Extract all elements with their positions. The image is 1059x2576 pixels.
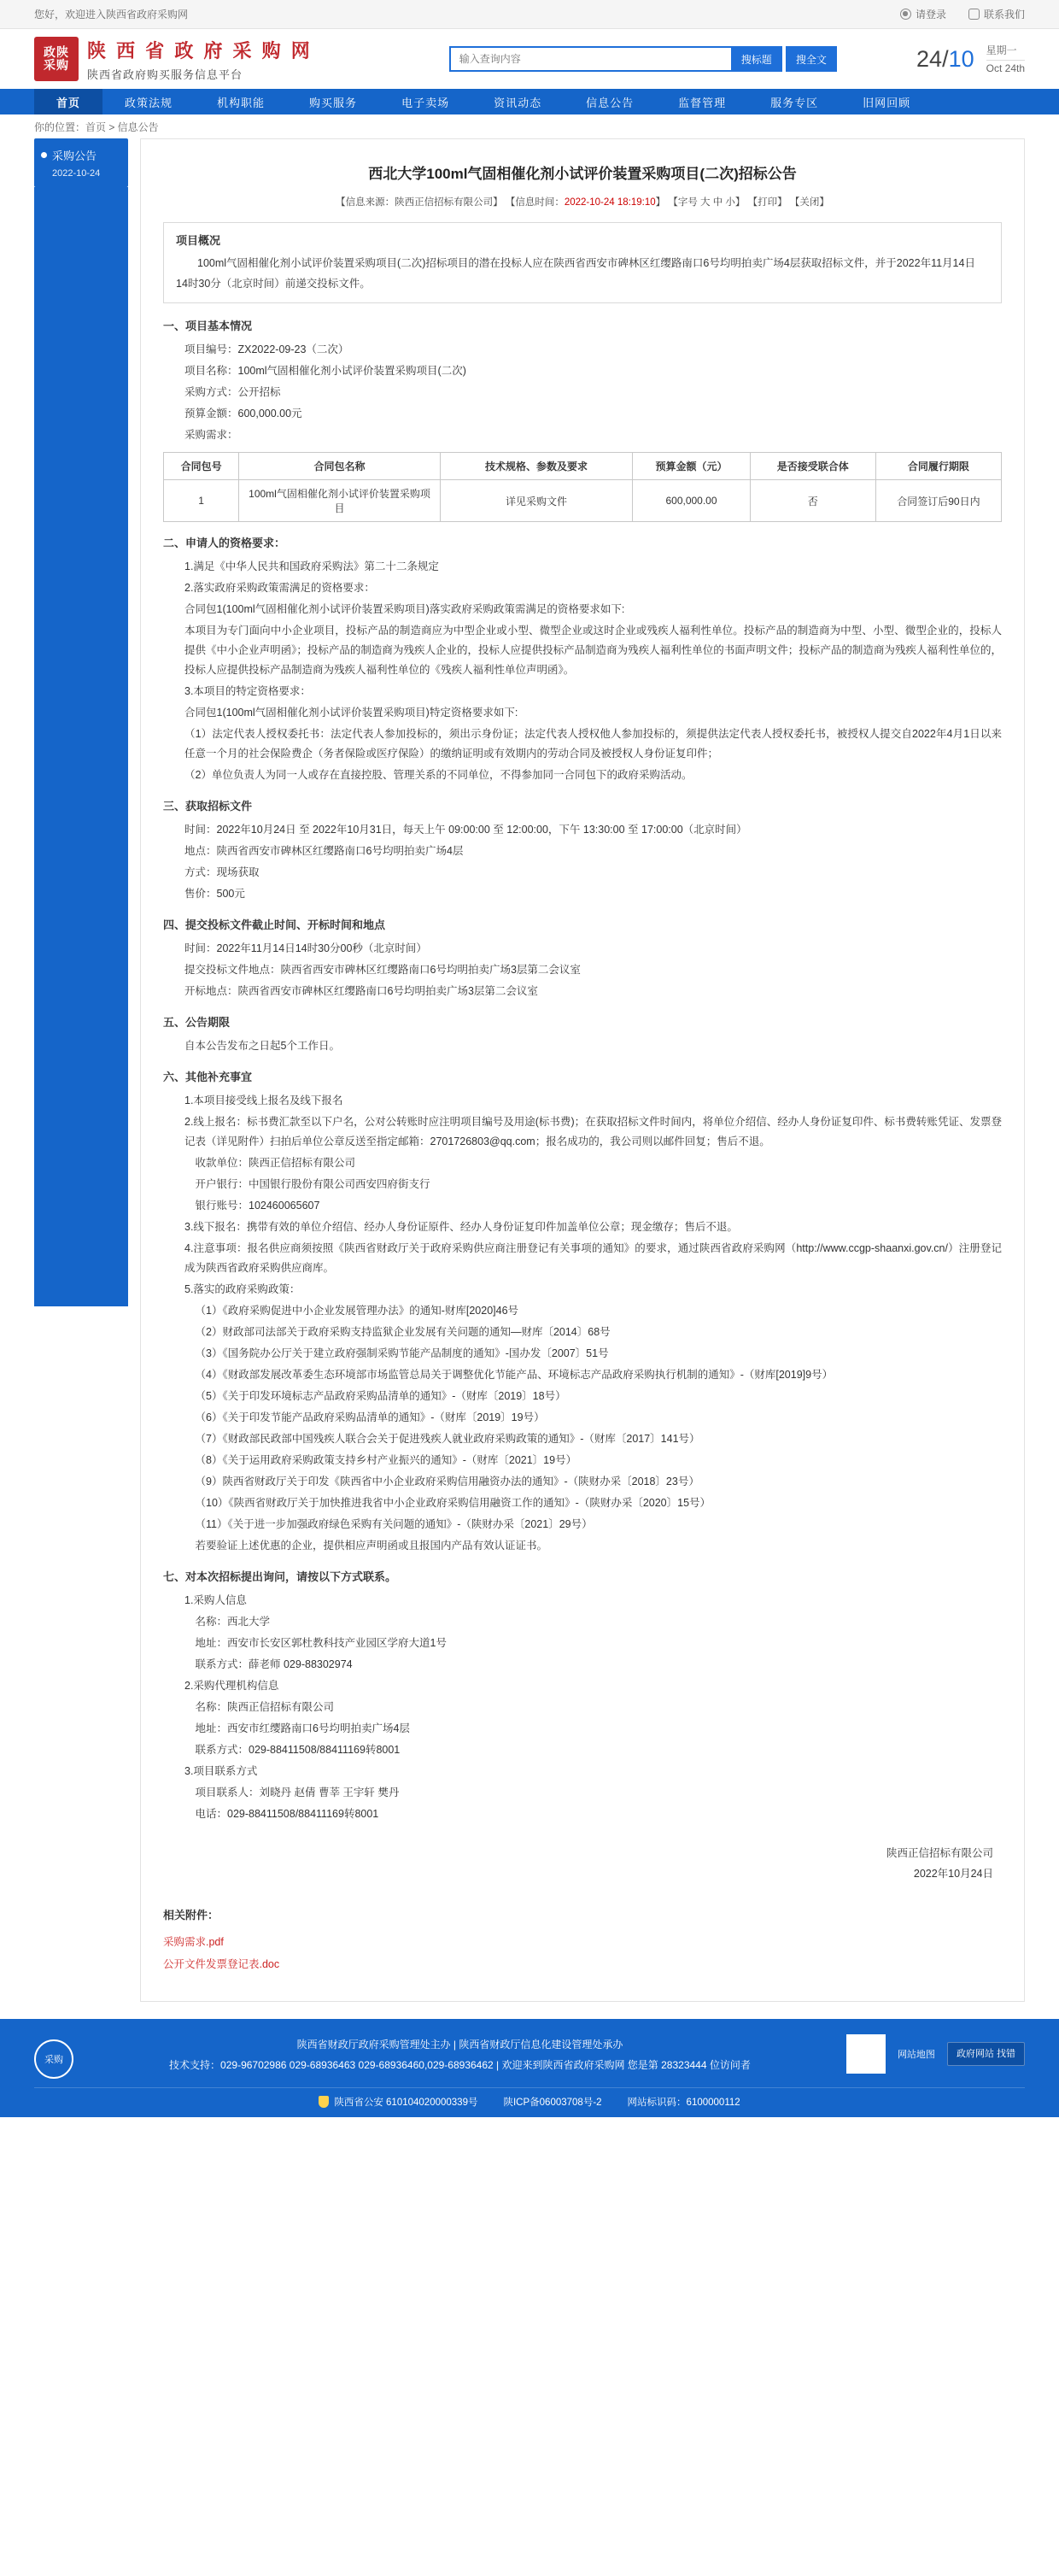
bid-deadline: 时间：2022年11月14日14时30分00秒（北京时间） <box>184 942 427 954</box>
nav-item-services[interactable]: 购买服务 <box>309 96 358 109</box>
sidebar-item-date: 2022-10-24 <box>52 168 101 179</box>
attachments-title: 相关附件： <box>163 1909 219 1922</box>
section-5-heading: 五、公告期限 <box>163 1016 231 1029</box>
nav-item-old-site[interactable]: 旧网回顾 <box>863 96 911 109</box>
other-line-5: 5.落实的政府采购政策： <box>184 1283 301 1295</box>
section-6-heading: 六、其他补充事宜 <box>163 1071 253 1083</box>
policy-item-11: （11）《关于进一步加强政府绿色采购有关问题的通知》-（陕财办采〔2021〕29号） <box>195 1518 593 1530</box>
contact-1-phone: 联系方式：薛老师 029-88302974 <box>195 1658 353 1670</box>
bullet-icon <box>41 152 47 158</box>
site-logo[interactable] <box>34 37 313 82</box>
article-meta <box>163 195 1002 208</box>
attachment-link-2[interactable]: 公开文件发票登记表.doc <box>163 1958 280 1970</box>
td-package-name: 100ml气固相催化剂小试评价装置采购项目 <box>239 480 440 522</box>
user-icon <box>900 9 911 20</box>
td-duration: 合同签订后90日内 <box>875 480 1001 522</box>
contact-2-name: 名称：陕西正信招标有限公司 <box>195 1701 335 1713</box>
nav-item-functions[interactable]: 机构职能 <box>217 96 266 109</box>
policy-item-7: （7）《财政部民政部中国残疾人联合会关于促进残疾人就业政府采购政策的通知》-（财库〔2017〕141号） <box>195 1433 700 1445</box>
qr-code-icon <box>846 2034 886 2074</box>
th-budget: 预算金额（元） <box>633 453 750 480</box>
police-shield-icon <box>319 2096 329 2108</box>
date-full: Oct 24th <box>986 62 1025 74</box>
nav-item-service-zone[interactable]: 服务专区 <box>770 96 819 109</box>
doc-time: 时间：2022年10月24日 至 2022年10月31日，每天上午 09:00:00 至 12:00:00，下午 13:30:00 至 17:00:00（北京时间） <box>184 824 747 836</box>
footer-seal-label: 采购 <box>44 2055 63 2065</box>
payee-account: 银行账号：102460065607 <box>195 1200 320 1212</box>
footer-line-2: 技术支持：029-96702986 029-68936463 029-68936460,029-68936462 | 欢迎来到陕西省政府采购网 您是第 28323444 位访问者 <box>169 2059 751 2071</box>
search-title-button[interactable]: 搜标题 <box>731 46 782 72</box>
section-7-heading: 七、对本次招标提出询问，请按以下方式联系。 <box>163 1570 397 1583</box>
nav-item-policy[interactable]: 政策法规 <box>125 96 173 109</box>
main-nav <box>0 89 1059 114</box>
contact-label: 联系我们 <box>983 9 1025 21</box>
police-record[interactable] <box>319 2095 477 2109</box>
overview-title: 项目概况 <box>176 234 221 247</box>
close-button[interactable]: 【关闭】 <box>789 197 829 208</box>
phone-icon <box>968 9 980 20</box>
procurement-method: 采购方式：公开招标 <box>184 386 281 398</box>
qualification-para-3: 合同包1(100ml气固相催化剂小试评价装置采购项目)特定资格要求如下: <box>184 707 518 719</box>
search-input[interactable] <box>449 46 731 72</box>
sidebar-item-announcement[interactable] <box>34 138 128 187</box>
site-header <box>0 29 1059 89</box>
site-id-label: 网站标识码：6100000112 <box>627 2098 740 2108</box>
logo-mark-line1: 政陕 <box>44 45 69 59</box>
contact-2-address: 地址：西安市红缨路南口6号均明拍卖广场4层 <box>195 1722 410 1734</box>
budget-amount: 预算金额：600,000.00元 <box>184 408 302 420</box>
site-id <box>628 2095 740 2109</box>
qualification-line-2: 2.落实政府采购政策需满足的资格要求： <box>184 582 375 594</box>
payee-bank: 开户银行：中国银行股份有限公司西安四府街支行 <box>195 1178 430 1190</box>
attachments-list <box>163 1931 1002 1975</box>
page-body <box>0 138 1059 2019</box>
sidebar-item-label: 采购公告 <box>52 150 97 162</box>
search-area <box>449 46 837 72</box>
table-row <box>164 480 1002 522</box>
payee-name: 收款单位：陕西正信招标有限公司 <box>195 1157 356 1169</box>
doc-method: 方式：现场获取 <box>184 866 260 878</box>
top-bar <box>0 0 1059 29</box>
th-package-no: 合同包号 <box>164 453 239 480</box>
policy-item-5: （5）《关于印发环境标志产品政府采购品清单的通知》-（财库〔2019〕18号） <box>195 1390 566 1402</box>
icp-record[interactable] <box>503 2095 601 2109</box>
contact-2-phone: 联系方式：029-88411508/88411169转8001 <box>195 1744 401 1756</box>
attachment-link-1[interactable]: 采购需求.pdf <box>163 1936 224 1948</box>
police-record-label: 陕西省公安 610104020000339号 <box>334 2098 478 2108</box>
greeting-text: 您好，欢迎进入陕西省政府采购网 <box>34 9 189 21</box>
doc-location: 地点：陕西省西安市碑林区红缨路南口6号均明拍卖广场4层 <box>184 845 464 857</box>
contact-3-title: 3.项目联系方式 <box>184 1765 258 1777</box>
contact-3-persons: 项目联系人：刘晓丹 赵倩 曹莘 王宇轩 樊丹 <box>195 1787 400 1799</box>
table-header-row <box>164 453 1002 480</box>
policy-item-8: （8）《关于运用政府采购政策支持乡村产业振兴的通知》-（财库〔2021〕19号） <box>195 1454 577 1466</box>
qualification-para-2: 本项目为专门面向中小企业项目，投标产品的制造商应为中型企业或小型、微型企业或这时企业或残疾人福利性单位。投标产品的制造商为中型、小型、微型企业的，投标人提供《中小企业声明函》；投标产品的制造商为残疾人企业的，投标人应提供投标产品制造商为残疾人福利性单位的书面声明文件；投标产品的制造商为残疾人福利性单位的，投标人应提供投标产品制造商为残疾人福利性单位的《残疾人福利性单位声明函》。 <box>184 625 1002 676</box>
policy-item-2: （2）财政部司法部关于政府采购支持监狱企业发展有关问题的通知—财库〔2014〕68号 <box>195 1326 611 1338</box>
search-fulltext-button[interactable]: 搜全文 <box>786 46 837 72</box>
other-line-1: 1.本项目接受线上报名及线下报名 <box>184 1094 343 1106</box>
date-day: 24 <box>916 45 943 72</box>
contact-link[interactable] <box>968 7 1025 21</box>
nav-item-news[interactable]: 资讯动态 <box>494 96 542 109</box>
policy-item-1: （1）《政府采购促进中小企业发展管理办法》的通知-财库[2020]46号 <box>195 1305 519 1317</box>
overview-text: 100ml气固相催化剂小试评价装置采购项目(二次)招标项目的潜在投标人应在陕西省西安市碑林区红缨路南口6号均明拍卖广场4层获取招标文件，并于2022年11月14日 14时30分（北京时间）前递交投标文件。 <box>176 257 975 290</box>
contact-2-title: 2.采购代理机构信息 <box>184 1680 279 1692</box>
qualification-item-2: （2）单位负责人为同一人或存在直接控股、管理关系的不同单位，不得参加同一合同包下的政府采购活动。 <box>184 769 693 781</box>
sidebar-filler <box>34 187 128 1306</box>
signature-date: 2022年10月24日 <box>913 1868 993 1880</box>
doc-price: 售价：500元 <box>184 888 245 900</box>
package-table <box>163 452 1002 522</box>
top-bar-links <box>900 7 1025 21</box>
footer-seal-icon <box>34 2039 73 2079</box>
contact-1-address: 地址：西安市长安区郭杜教科技产业园区学府大道1号 <box>195 1637 447 1649</box>
section-1-heading: 一、项目基本情况 <box>163 320 253 332</box>
footer-right <box>846 2034 1025 2074</box>
logo-subtitle: 陕西省政府购买服务信息平台 <box>87 67 243 81</box>
gov-report-badge[interactable]: 政府网站 找错 <box>947 2042 1025 2066</box>
requirement-label: 采购需求： <box>184 429 238 441</box>
meta-time-label: 【信息时间： <box>505 197 565 208</box>
qr-caption: 网站地图 <box>897 2050 935 2060</box>
footer-text <box>91 2034 829 2075</box>
logo-mark-line2: 采购 <box>44 58 69 72</box>
policy-item-4: （4）《财政部发展改革委生态环境部市场监管总局关于调整优化节能产品、环境标志产品政府采购执行机制的通知》-（财库[2019]9号） <box>195 1369 834 1381</box>
policy-item-3: （3）《国务院办公厅关于建立政府强制采购节能产品制度的通知》-国办发〔2007〕51号 <box>195 1347 609 1359</box>
signature-block <box>163 1843 1002 1884</box>
footer-bottom <box>34 2087 1025 2109</box>
signature-org: 陕西正信招标有限公司 <box>886 1847 993 1859</box>
th-consortium: 是否接受联合体 <box>750 453 875 480</box>
th-package-name: 合同包名称 <box>239 453 440 480</box>
meta-source-label: 【信息来源： <box>336 197 395 208</box>
bid-submit-location: 提交投标文件地点：陕西省西安市碑林区红缨路南口6号均明拍卖广场3层第二会议室 <box>184 964 581 976</box>
td-package-no: 1 <box>164 480 239 522</box>
overview-box <box>163 222 1002 303</box>
nav-item-supervision[interactable]: 监督管理 <box>678 96 727 109</box>
login-label: 请登录 <box>915 9 946 21</box>
icp-record-label: 陕ICP备06003708号-2 <box>503 2098 602 2108</box>
section-2-heading: 二、申请人的资格要求： <box>163 537 286 549</box>
logo-title: 陕 西 省 政 府 采 购 网 <box>87 39 313 62</box>
nav-item-home[interactable]: 首页 <box>34 89 102 114</box>
qualification-line-3: 3.本项目的特定资格要求： <box>184 685 311 697</box>
logo-mark-icon <box>34 37 79 81</box>
other-line-2: 2.线上报名：标书费汇款至以下户名，公对公转账时应注明项目编号及用途(标书费)；在获取招标文件时间内，将单位介绍信、经办人身份证复印件、标书费转账凭证、发票登记表（详见附件）扫拍后单位公章反送至指定邮箱：2701726803@qq.com；报名成功的，我公司则以邮件回复；售后不退。 <box>184 1116 1002 1147</box>
qualification-line-1: 1.满足《中华人民共和国政府采购法》第二十二条规定 <box>184 560 439 572</box>
date-month: 10 <box>948 45 974 72</box>
th-duration: 合同履行期限 <box>875 453 1001 480</box>
contact-1-name: 名称：西北大学 <box>195 1616 271 1628</box>
sidebar <box>34 138 128 1306</box>
td-consortium: 否 <box>750 480 875 522</box>
contact-1-title: 1.采购人信息 <box>184 1594 247 1606</box>
other-line-3: 3.线下报名：携带有效的单位介绍信、经办人身份证原件、经办人身份证复印件加盖单位公章；现金缴存；售后不退。 <box>184 1221 738 1233</box>
meta-source-value: 陕西正信招标有限公司 <box>395 197 494 208</box>
date-number <box>916 46 974 73</box>
site-footer <box>0 2019 1059 2117</box>
section-4-heading: 四、提交投标文件截止时间、开标时间和地点 <box>163 918 386 931</box>
breadcrumb: 你的位置：首页 > 信息公告 <box>0 114 1059 138</box>
policy-item-6: （6）《关于印发节能产品政府采购品清单的通知》-（财库〔2019〕19号） <box>195 1411 545 1423</box>
login-link[interactable] <box>900 7 946 21</box>
article-panel <box>140 138 1025 2002</box>
print-button[interactable]: 【打印】 <box>747 197 787 208</box>
section-3-heading: 三、获取招标文件 <box>163 800 253 813</box>
other-line-4: 4.注意事项：报名供应商须按照《陕西省财政厅关于政府采购供应商注册登记有关事项的通知》的要求，通过陕西省政府采购网（http://www.ccgp-shaanxi.gov.cn/）注册登记成为陕西省政府采购供应商库。 <box>184 1242 1002 1274</box>
nav-item-emarket[interactable]: 电子卖场 <box>401 96 450 109</box>
date-slash: / <box>942 45 949 72</box>
meta-time-value: 2022-10-24 18:19:10 <box>564 197 656 208</box>
sidebar-item-title <box>41 147 121 163</box>
project-name: 项目名称：100ml气固相催化剂小试评价装置采购项目(二次) <box>184 365 466 377</box>
date-widget <box>916 43 1025 76</box>
meta-source-end: 】 <box>493 197 503 208</box>
footer-line-1: 陕西省财政厅政府采购管理处主办 | 陕西省财政厅信息化建设管理处承办 <box>296 2039 623 2051</box>
announcement-period: 自本公告发布之日起5个工作日。 <box>184 1040 340 1052</box>
policy-note: 若要验证上述优惠的企业，提供相应声明函或且报国内产品有效认证证书。 <box>195 1540 548 1552</box>
font-size-control[interactable]: 【字号 大 中 小】 <box>668 197 746 208</box>
page-title: 西北大学100ml气固相催化剂小试评价装置采购项目(二次)招标公告 <box>368 166 797 182</box>
contact-3-phone: 电话：029-88411508/88411169转8001 <box>195 1808 379 1820</box>
qualification-item-1: （1）法定代表人授权委托书：法定代表人参加投标的，须出示身份证；法定代表人授权他人参加投标的，须提供法定代表人授权委托书，被授权人提交自2022年4月1日以来任意一个月的社会保险费企（务者保险或医疗保险）的缴纳证明或有效期内的劳动合同及被授权人身份证复印件； <box>184 728 1002 760</box>
nav-item-announcements[interactable]: 信息公告 <box>586 96 635 109</box>
meta-time-end: 】 <box>655 197 666 208</box>
bid-open-location: 开标地点：陕西省西安市碑林区红缨路南口6号均明拍卖广场3层第二会议室 <box>184 985 538 997</box>
policy-item-10: （10）《陕西省财政厅关于加快推进我省中小企业政府采购信用融资工作的通知》-（陕财办采〔2020〕15号） <box>195 1497 711 1509</box>
th-specs: 技术规格、参数及要求 <box>440 453 633 480</box>
td-specs: 详见采购文件 <box>440 480 633 522</box>
qualification-para-1: 合同包1(100ml气固相催化剂小试评价装置采购项目)落实政府采购政策需满足的资格要求如下: <box>184 603 625 615</box>
project-code: 项目编号：ZX2022-09-23（二次） <box>184 343 349 355</box>
td-budget: 600,000.00 <box>633 480 750 522</box>
policy-item-9: （9）陕西省财政厅关于印发《陕西省中小企业政府采购信用融资办法的通知》-（陕财办采〔2018〕23号） <box>195 1476 699 1488</box>
date-weekday: 星期一 <box>986 43 1025 61</box>
